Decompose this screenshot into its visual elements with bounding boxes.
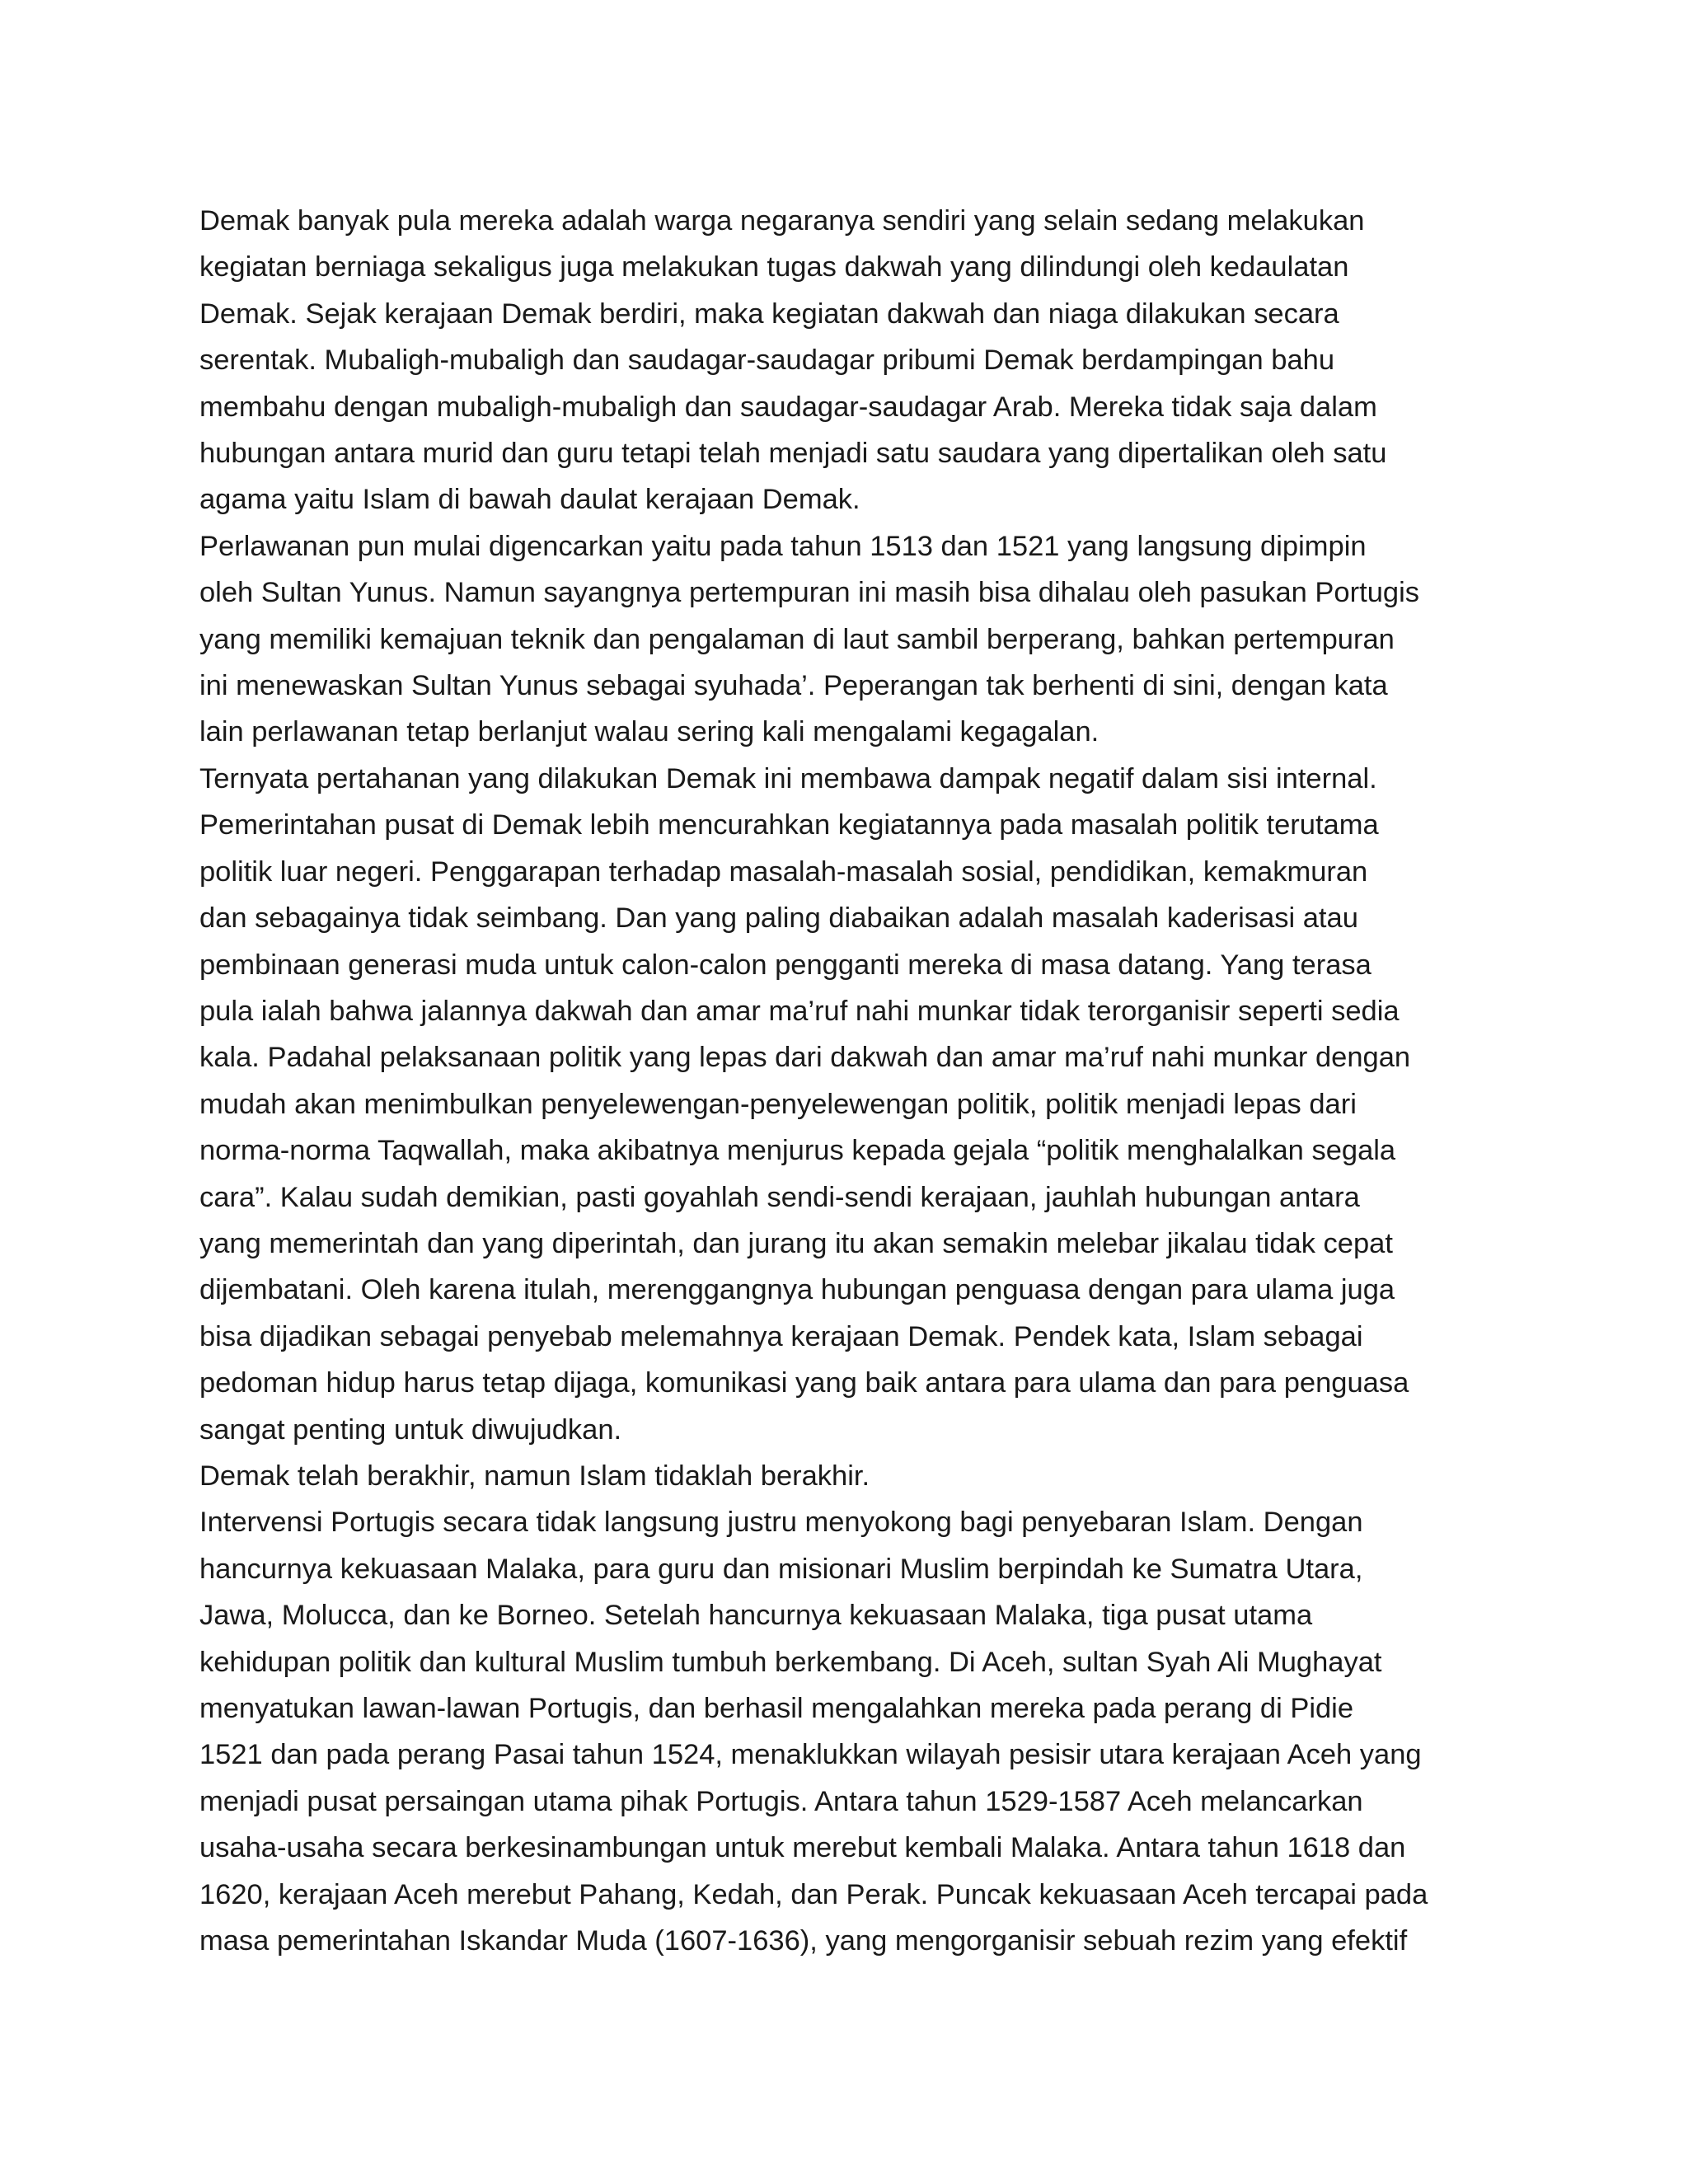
text-line: hancurnya kekuasaan Malaka, para guru dan misionari Muslim berpindah ke Sumatra Utara, [199,1553,1363,1585]
text-line: Jawa, Molucca, dan ke Borneo. Setelah hancurnya kekuasaan Malaka, tiga pusat utama [199,1600,1313,1632]
text-line: pedoman hidup harus tetap dijaga, komunikasi yang baik antara para ulama dan para penguasa [199,1367,1409,1399]
text-line: membahu dengan mubaligh-mubaligh dan saudagar-saudagar Arab. Mereka tidak saja dalam [199,391,1377,423]
text-line: Demak banyak pula mereka adalah warga negaranya sendiri yang selain sedang melakukan [199,205,1365,237]
document-body-text [199,198,1485,1964]
text-line: yang memiliki kemajuan teknik dan pengalaman di laut sambil berperang, bahkan pertempuran [199,623,1395,655]
text-line: cara”. Kalau sudah demikian, pasti goyahlah sendi-sendi kerajaan, jauhlah hubungan antara [199,1181,1360,1213]
text-line: hubungan antara murid dan guru tetapi telah menjadi satu saudara yang dipertalikan oleh satu [199,438,1387,470]
text-line: Intervensi Portugis secara tidak langsung justru menyokong bagi penyebaran Islam. Dengan [199,1507,1363,1539]
text-line: bisa dijadikan sebagai penyebab melemahnya kerajaan Demak. Pendek kata, Islam sebagai [199,1320,1363,1352]
text-line: Ternyata pertahanan yang dilakukan Demak ini membawa dampak negatif dalam sisi internal. [199,762,1377,794]
text-line: Demak telah berakhir, namun Islam tidaklah berakhir. [199,1460,870,1492]
text-line: pembinaan generasi muda untuk calon-calon pengganti mereka di masa datang. Yang terasa [199,949,1372,981]
text-line: usaha-usaha secara berkesinambungan untuk merebut kembali Malaka. Antara tahun 1618 dan [199,1832,1406,1864]
text-line: kehidupan politik dan kultural Muslim tumbuh berkembang. Di Aceh, sultan Syah Ali Mughayat [199,1646,1382,1678]
text-line: sangat penting untuk diwujudkan. [199,1413,622,1446]
text-line: 1620, kerajaan Aceh merebut Pahang, Kedah, dan Perak. Puncak kekuasaan Aceh tercapai pada [199,1878,1428,1910]
text-line: 1521 dan pada perang Pasai tahun 1524, menaklukkan wilayah pesisir utara kerajaan Aceh yang [199,1739,1422,1771]
text-line: Pemerintahan pusat di Demak lebih mencurahkan kegiatannya pada masalah politik terutama [199,809,1379,841]
text-line: dijembatani. Oleh karena itulah, merenggangnya hubungan penguasa dengan para ulama juga [199,1274,1395,1306]
text-line: yang memerintah dan yang diperintah, dan jurang itu akan semakin melebar jikalau tidak cepat [199,1227,1393,1259]
text-line: kala. Padahal pelaksanaan politik yang lepas dari dakwah dan amar ma’ruf nahi munkar dengan [199,1042,1411,1074]
text-line: menyatukan lawan-lawan Portugis, dan berhasil mengalahkan mereka pada perang di Pidie [199,1693,1354,1724]
text-line: ini menewaskan Sultan Yunus sebagai syuhada’. Peperangan tak berhenti di sini, dengan kata [199,670,1388,702]
text-line: lain perlawanan tetap berlanjut walau sering kali mengalami kegagalan. [199,716,1100,748]
text-line: menjadi pusat persaingan utama pihak Portugis. Antara tahun 1529-1587 Aceh melancarkan [199,1785,1363,1817]
text-line: Perlawanan pun mulai digencarkan yaitu pada tahun 1513 dan 1521 yang langsung dipimpin [199,530,1367,562]
text-line: mudah akan menimbulkan penyelewengan-penyelewengan politik, politik menjadi lepas dari [199,1088,1357,1120]
text-line: pula ialah bahwa jalannya dakwah dan amar ma’ruf nahi munkar tidak terorganisir seperti sedia [199,995,1400,1027]
text-line: agama yaitu Islam di bawah daulat kerajaan Demak. [199,484,860,516]
text-line: politik luar negeri. Penggarapan terhadap masalah-masalah sosial, pendidikan, kemakmuran [199,855,1368,888]
text-line: oleh Sultan Yunus. Namun sayangnya pertempuran ini masih bisa dihalau oleh pasukan Portugis [199,577,1419,609]
text-line: masa pemerintahan Iskandar Muda (1607-1636), yang mengorganisir sebuah rezim yang efektif [199,1925,1408,1957]
text-line: kegiatan berniaga sekaligus juga melakukan tugas dakwah yang dilindungi oleh kedaulatan [199,251,1349,284]
text-line: norma-norma Taqwallah, maka akibatnya menjurus kepada gejala “politik menghalalkan segala [199,1135,1396,1167]
text-line: Demak. Sejak kerajaan Demak berdiri, maka kegiatan dakwah dan niaga dilakukan secara [199,298,1339,330]
text-line: serentak. Mubaligh-mubaligh dan saudagar-saudagar pribumi Demak berdampingan bahu [199,344,1335,377]
text-line: dan sebagainya tidak seimbang. Dan yang paling diabaikan adalah masalah kaderisasi atau [199,902,1358,935]
